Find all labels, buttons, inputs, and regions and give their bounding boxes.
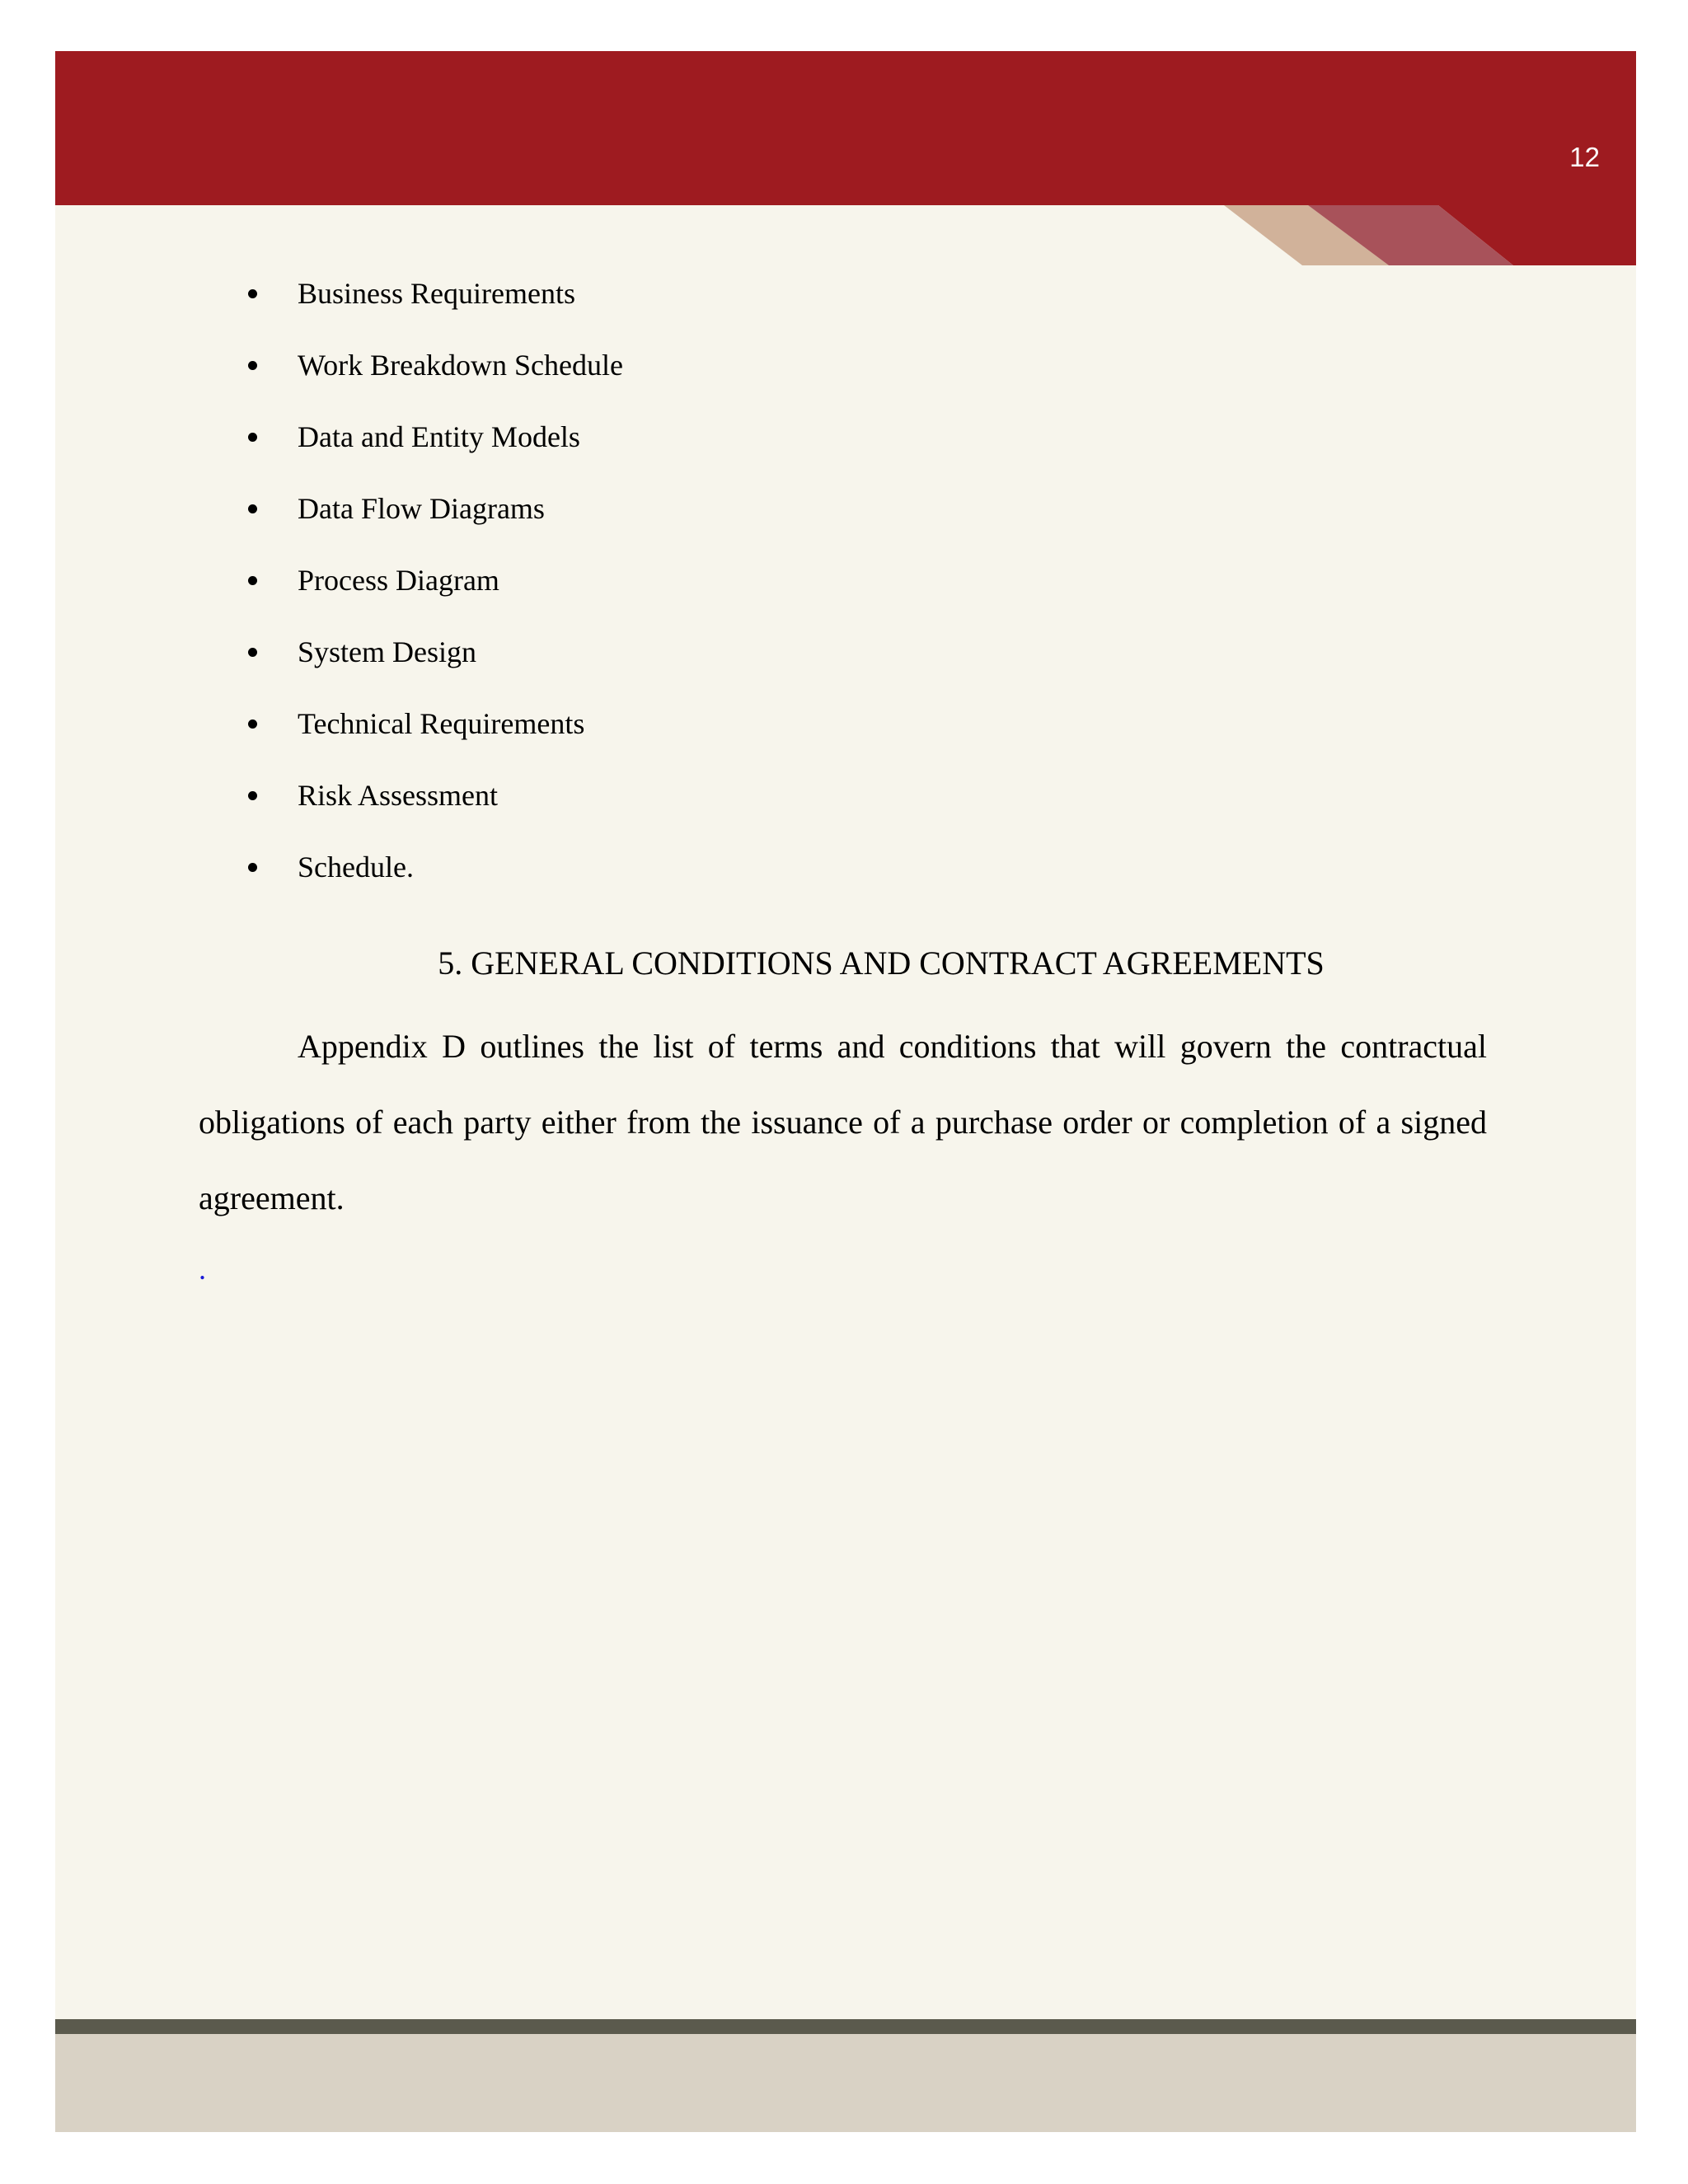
list-item-text: Work Breakdown Schedule — [298, 349, 623, 382]
bullet-icon — [248, 863, 257, 872]
bullet-icon — [248, 576, 257, 585]
bullet-icon — [248, 361, 257, 370]
bullet-icon — [248, 289, 257, 298]
list-item-text: Technical Requirements — [298, 707, 585, 740]
bullet-icon — [248, 433, 257, 442]
list-item-text: Data and Entity Models — [298, 420, 580, 453]
section-heading: 5. GENERAL CONDITIONS AND CONTRACT AGREEMENTS — [438, 944, 1325, 982]
list-item-text: Business Requirements — [298, 277, 575, 310]
bullet-icon — [248, 648, 257, 657]
footer-rule — [55, 2019, 1636, 2034]
footer-band — [55, 2034, 1636, 2132]
trailing-mark: . — [199, 1253, 206, 1286]
list-item-text: Process Diagram — [298, 564, 499, 597]
header-accent-stripes — [55, 51, 1636, 274]
list-item-text: System Design — [298, 635, 477, 668]
list-item-text: Schedule. — [298, 851, 414, 883]
bullet-icon — [248, 504, 257, 513]
bullet-icon — [248, 791, 257, 800]
list-item-text: Risk Assessment — [298, 779, 499, 812]
list-item-text: Data Flow Diagrams — [298, 492, 545, 525]
section-paragraph: Appendix D outlines the list of terms and conditions that will govern the contractual obligations of each party either from the issuance of a purchase order or completion of a signed agreement. — [199, 1028, 1487, 1216]
page-number: 12 — [1569, 142, 1600, 172]
bullet-icon — [248, 719, 257, 729]
document-page — [55, 51, 1636, 2132]
